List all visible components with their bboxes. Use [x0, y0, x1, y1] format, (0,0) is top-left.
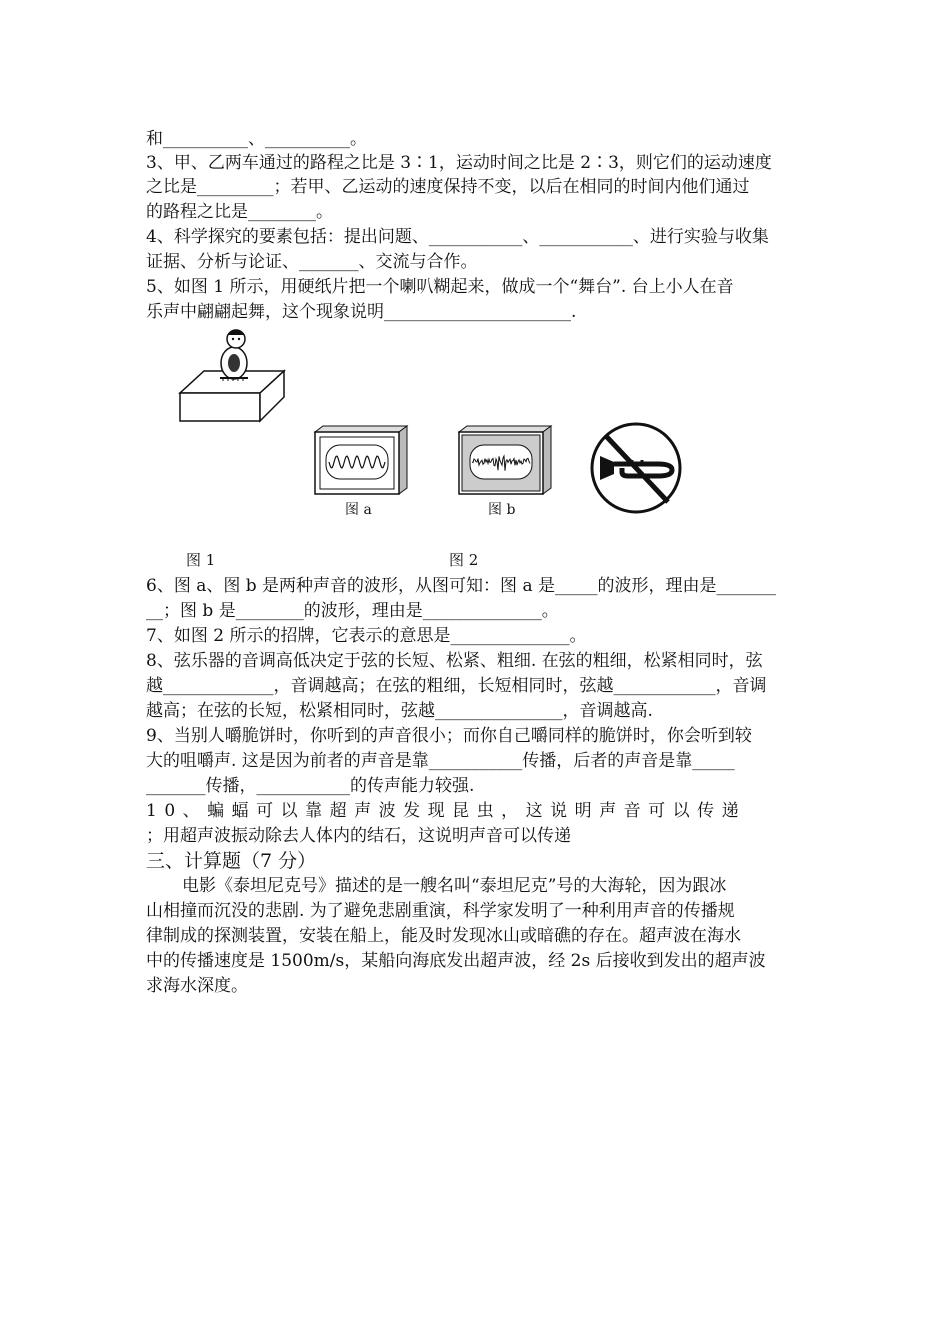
section-title: 三、计算题（7 分） — [146, 850, 317, 872]
question-10-line-1 — [146, 799, 808, 823]
problem-line-3: 律制成的探测装置，安装在船上，能及时发现冰山或暗礁的存在。超声波在海水 — [146, 926, 741, 946]
caption-figure-2: 图 2 — [449, 551, 479, 569]
figure-2-no-horn-sign — [588, 420, 684, 516]
caption-figure-a: 图 a — [345, 502, 372, 518]
question-9-line-3: _______传播，___________的传声能力较强. — [146, 776, 475, 796]
question-9-line-2: 大的咀嚼声. 这是因为前者的声音是靠___________传播，后者的声音是靠_____ — [146, 751, 735, 771]
question-9-line-1: 9、当别人嚼脆饼时，你听到的声音很小；而你自己嚼同样的脆饼时，你会听到较 — [146, 726, 752, 746]
figure-1-stage-illustration — [176, 323, 292, 423]
question-5-line-2: 乐声中翩翩起舞，这个现象说明______________________. — [146, 302, 577, 322]
problem-line-2: 山相撞而沉没的悲剧. 为了避免悲剧重演，科学家发明了一种利用声音的传播规 — [146, 901, 735, 921]
question-5-line-1: 5、如图 1 所示，用硬纸片把一个喇叭糊起来，做成一个“舞台”. 台上小人在音 — [146, 277, 734, 297]
caption-figure-1: 图 1 — [186, 551, 216, 569]
question-3-line-1: 3、甲、乙两车通过的路程之比是 3∶1，运动时间之比是 2∶3，则它们的运动速度 — [146, 153, 772, 173]
text-line: 和__________、__________。 — [146, 129, 367, 149]
problem-line-4: 中的传播速度是 1500m/s，某船向海底发出超声波，经 2s 后接收到发出的超声波 — [146, 951, 766, 971]
figure-a-regular-waveform — [313, 424, 409, 496]
question-10-text: 10、蝙蝠可以靠超声波发现昆虫，这说明声音可以传递 — [146, 801, 747, 821]
question-10-line-2: ；用超声波振动除去人体内的结石，这说明声音可以传递 — [146, 826, 571, 846]
figure-b-noise-waveform — [457, 424, 553, 496]
question-6-line-1: 6、图 a、图 b 是两种声音的波形，从图可知：图 a 是_____的波形，理由是_______ — [146, 576, 776, 596]
question-6-line-2: __；图 b 是________的波形，理由是______________。 — [146, 601, 559, 621]
question-7-line: 7、如图 2 所示的招牌，它表示的意思是______________。 — [146, 626, 587, 646]
question-3-line-2: 之比是_________；若甲、乙运动的速度保持不变，以后在相同的时间内他们通过 — [146, 177, 750, 197]
problem-line-5: 求海水深度。 — [146, 976, 248, 996]
question-8-line-3: 越高；在弦的长短，松紧相同时，弦越_______________，音调越高. — [146, 701, 653, 721]
question-4-line-2: 证据、分析与论证、_______、交流与合作。 — [146, 252, 478, 272]
question-8-line-1: 8、弦乐器的音调高低决定于弦的长短、松紧、粗细. 在弦的粗细，松紧相同时，弦 — [146, 651, 763, 671]
question-4-line-1: 4、科学探究的要素包括：提出问题、___________、___________、进行实验与收集 — [146, 227, 769, 247]
question-3-line-3: 的路程之比是________。 — [146, 202, 333, 222]
question-8-line-2: 越_____________，音调越高；在弦的粗细，长短相同时，弦越____________，音调 — [146, 676, 767, 696]
caption-figure-b: 图 b — [488, 502, 516, 518]
problem-line-1: 电影《泰坦尼克号》描述的是一艘名叫“泰坦尼克”号的大海轮，因为跟冰 — [182, 876, 727, 896]
